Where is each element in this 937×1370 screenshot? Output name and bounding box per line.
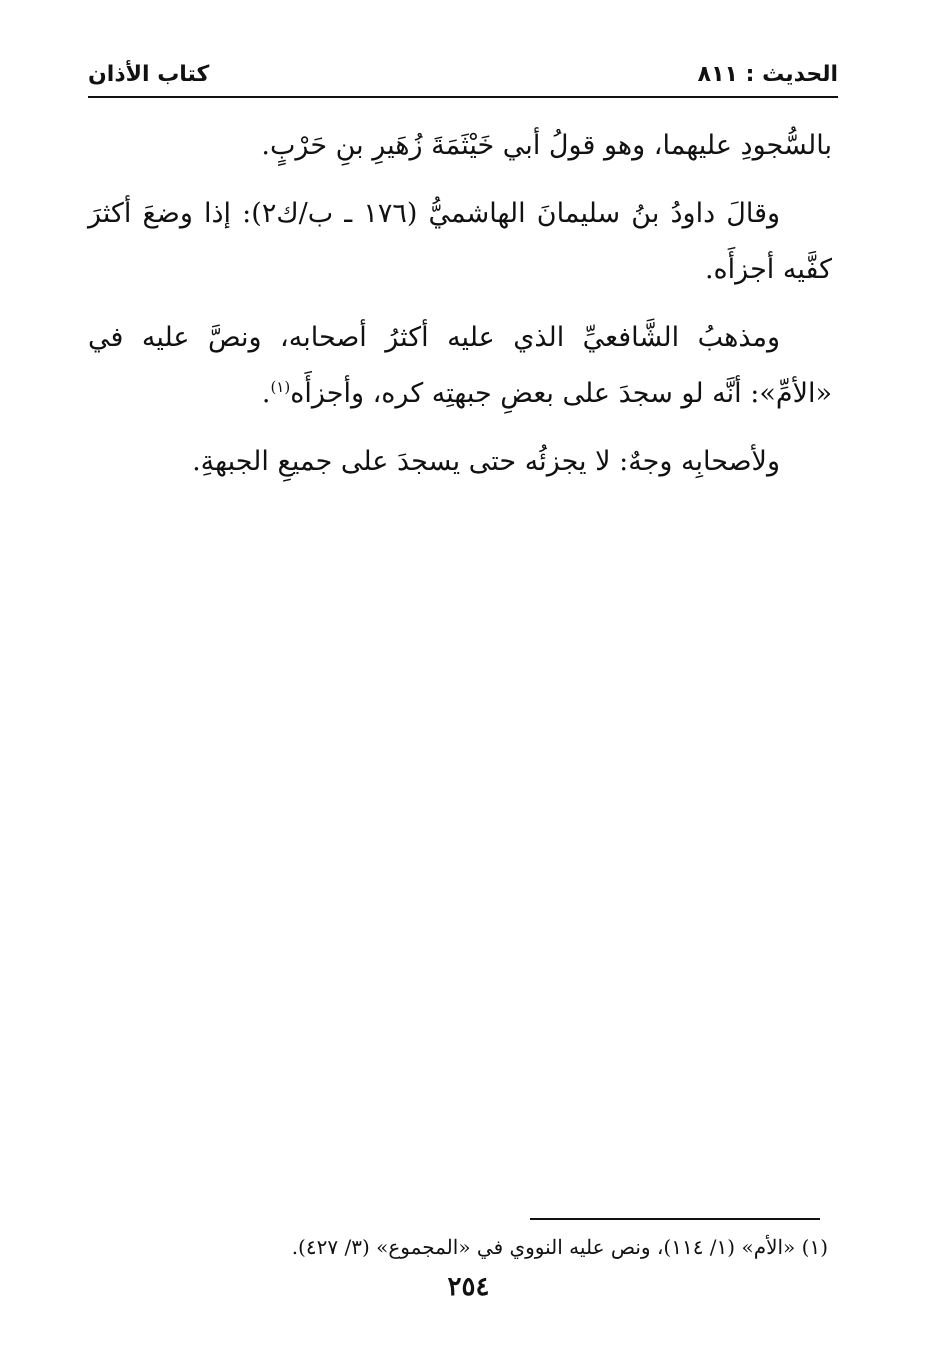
paragraph-1: بالسُّجودِ عليهما، وهو قولُ أبي خَيْثَمَةَ زُهَيرِ بنِ حَرْبٍ. (261, 130, 832, 161)
header-divider (88, 96, 838, 98)
paragraph-4: ولأصحابِه وجهٌ: لا يجزئُه حتى يسجدَ على جميعِ الجبهةِ. (192, 446, 780, 477)
paragraph-3-text: ومذهبُ الشَّافعيِّ الذي عليه أكثرُ أصحابه، ونصَّ عليه في «الأمِّ»: أنَّه لو سجدَ على بعضِ جبهتِه كره، وأجزأَه (88, 322, 832, 409)
paragraph-2: وقالَ داودُ بنُ سليمانَ الهاشميُّ (١٧٦ ـ ب/ك٢): إذا وضعَ أكثرَ كفَّيه أجزأَه. (88, 198, 832, 285)
footnote-reference[interactable]: (١) (270, 378, 291, 396)
footnote-divider (530, 1218, 820, 1220)
hadith-number-label: الحديث : ٨١١ (697, 62, 838, 87)
page-number: ٢٥٤ (447, 1272, 490, 1302)
page-header (88, 58, 838, 94)
paragraph-3-end: . (261, 378, 271, 409)
paragraph-3 (88, 310, 832, 422)
book-title: كتاب الأذان (88, 62, 210, 87)
footnote: (١) «الأم» (١/ ١١٤)، ونص عليه النووي في «المجموع» (٣/ ٤٢٧). (291, 1235, 828, 1259)
main-text (88, 118, 832, 502)
